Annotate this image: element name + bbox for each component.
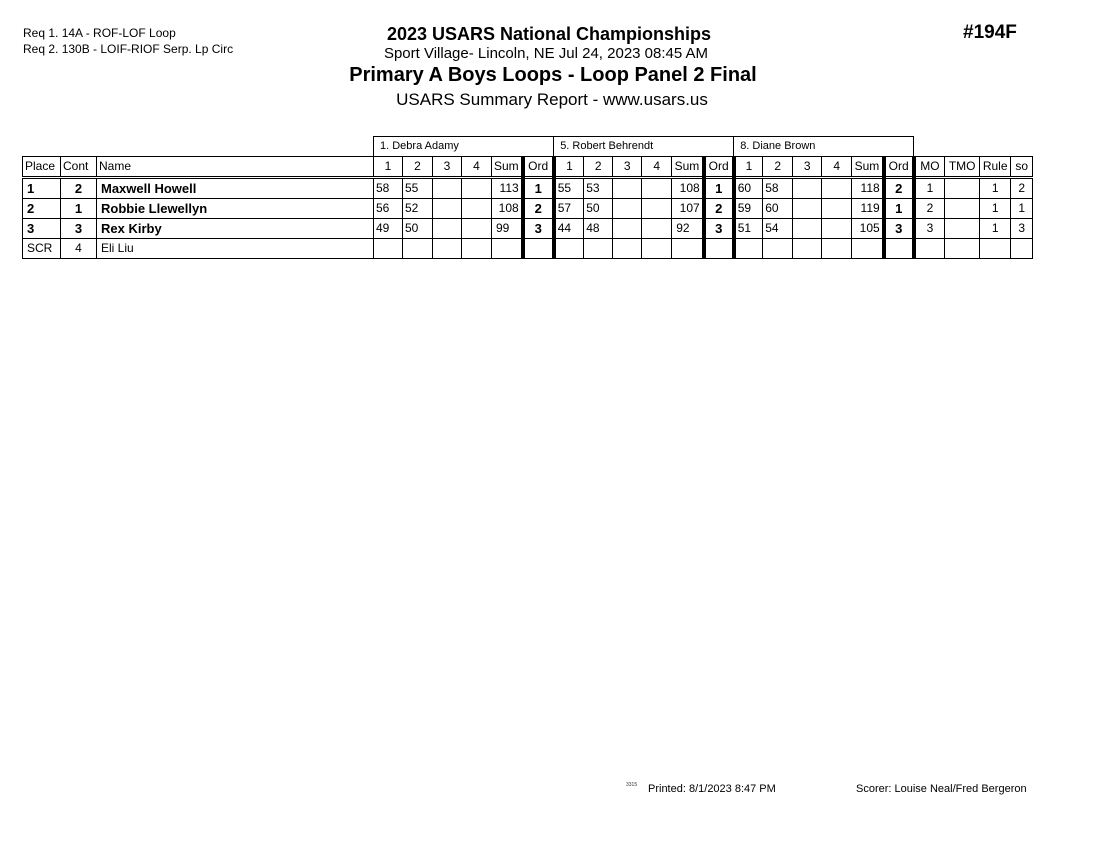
col-j3-1: 1 bbox=[734, 157, 763, 178]
print-code: 3315 bbox=[626, 782, 638, 788]
sum: 107 bbox=[672, 199, 704, 219]
score bbox=[462, 178, 492, 199]
score: 54 bbox=[763, 219, 793, 239]
mo: 3 bbox=[914, 219, 945, 239]
judge-header-row bbox=[23, 137, 1033, 157]
score: 44 bbox=[554, 219, 584, 239]
table-row bbox=[23, 219, 1033, 239]
ordinal: 3 bbox=[704, 219, 734, 239]
score: 50 bbox=[584, 199, 613, 219]
ordinal: 1 bbox=[704, 178, 734, 199]
skater-name: Eli Liu bbox=[97, 239, 374, 259]
score bbox=[734, 239, 763, 259]
judge-2-name: 5. Robert Behrendt bbox=[554, 137, 734, 157]
scorer-names: Scorer: Louise Neal/Fred Bergeron bbox=[856, 783, 1027, 795]
col-j1-4: 4 bbox=[462, 157, 492, 178]
sum bbox=[672, 239, 704, 259]
col-j2-3: 3 bbox=[613, 157, 642, 178]
score bbox=[374, 239, 403, 259]
score: 60 bbox=[734, 178, 763, 199]
report-title: USARS Summary Report - www.usars.us bbox=[396, 90, 708, 109]
score: 55 bbox=[554, 178, 584, 199]
score bbox=[462, 239, 492, 259]
col-tmo: TMO bbox=[945, 157, 980, 178]
tmo bbox=[945, 199, 980, 219]
sum: 118 bbox=[852, 178, 884, 199]
score bbox=[462, 219, 492, 239]
event-number: #194F bbox=[963, 22, 1017, 43]
score bbox=[793, 178, 822, 199]
col-j1-3: 3 bbox=[433, 157, 462, 178]
rule: 1 bbox=[980, 219, 1011, 239]
score bbox=[642, 199, 672, 219]
sum bbox=[492, 239, 523, 259]
score bbox=[433, 239, 462, 259]
rule: 1 bbox=[980, 178, 1011, 199]
ordinal: 2 bbox=[704, 199, 734, 219]
col-j3-ord: Ord bbox=[884, 157, 914, 178]
spacer bbox=[914, 137, 1033, 157]
cont: 1 bbox=[61, 199, 97, 219]
score: 60 bbox=[763, 199, 793, 219]
so: 2 bbox=[1011, 178, 1033, 199]
so: 3 bbox=[1011, 219, 1033, 239]
score: 51 bbox=[734, 219, 763, 239]
score bbox=[433, 178, 462, 199]
score: 53 bbox=[584, 178, 613, 199]
score: 58 bbox=[374, 178, 403, 199]
spacer bbox=[23, 137, 374, 157]
score bbox=[613, 239, 642, 259]
score bbox=[822, 239, 852, 259]
score bbox=[613, 199, 642, 219]
col-mo: MO bbox=[914, 157, 945, 178]
score bbox=[763, 239, 793, 259]
requirement-2: Req 2. 130B - LOIF-RIOF Serp. Lp Circ bbox=[23, 42, 234, 56]
table-row bbox=[23, 178, 1033, 199]
tmo bbox=[945, 219, 980, 239]
score bbox=[822, 199, 852, 219]
score bbox=[793, 219, 822, 239]
ordinal: 2 bbox=[884, 178, 914, 199]
skater-name: Rex Kirby bbox=[97, 219, 374, 239]
score bbox=[613, 219, 642, 239]
score bbox=[433, 219, 462, 239]
place: SCR bbox=[23, 239, 61, 259]
table-row bbox=[23, 239, 1033, 259]
cont: 2 bbox=[61, 178, 97, 199]
score: 55 bbox=[403, 178, 433, 199]
score bbox=[642, 219, 672, 239]
ordinal bbox=[704, 239, 734, 259]
score: 57 bbox=[554, 199, 584, 219]
score bbox=[642, 178, 672, 199]
col-j3-3: 3 bbox=[793, 157, 822, 178]
col-j1-ord: Ord bbox=[523, 157, 554, 178]
ordinal bbox=[884, 239, 914, 259]
mo bbox=[914, 239, 945, 259]
ordinal bbox=[523, 239, 554, 259]
sum: 92 bbox=[672, 219, 704, 239]
score bbox=[584, 239, 613, 259]
place: 1 bbox=[23, 178, 61, 199]
sum: 108 bbox=[492, 199, 523, 219]
column-header-row bbox=[23, 157, 1033, 178]
mo: 1 bbox=[914, 178, 945, 199]
col-j3-sum: Sum bbox=[852, 157, 884, 178]
col-j1-sum: Sum bbox=[492, 157, 523, 178]
score bbox=[642, 239, 672, 259]
mo: 2 bbox=[914, 199, 945, 219]
results-table bbox=[22, 136, 1033, 259]
ordinal: 3 bbox=[884, 219, 914, 239]
col-j2-ord: Ord bbox=[704, 157, 734, 178]
score bbox=[793, 199, 822, 219]
sum: 113 bbox=[492, 178, 523, 199]
score bbox=[554, 239, 584, 259]
table-row bbox=[23, 199, 1033, 219]
col-j1-2: 2 bbox=[403, 157, 433, 178]
cont: 3 bbox=[61, 219, 97, 239]
ordinal: 3 bbox=[523, 219, 554, 239]
sum: 99 bbox=[492, 219, 523, 239]
sum: 119 bbox=[852, 199, 884, 219]
event-title: 2023 USARS National Championships bbox=[386, 24, 712, 44]
rule bbox=[980, 239, 1011, 259]
col-j2-1: 1 bbox=[554, 157, 584, 178]
score: 50 bbox=[403, 219, 433, 239]
score bbox=[793, 239, 822, 259]
so bbox=[1011, 239, 1033, 259]
cont: 4 bbox=[61, 239, 97, 259]
col-j3-4: 4 bbox=[822, 157, 852, 178]
tmo bbox=[945, 178, 980, 199]
place: 2 bbox=[23, 199, 61, 219]
score bbox=[613, 178, 642, 199]
score bbox=[403, 239, 433, 259]
so: 1 bbox=[1011, 199, 1033, 219]
score: 56 bbox=[374, 199, 403, 219]
skater-name: Maxwell Howell bbox=[97, 178, 374, 199]
score: 48 bbox=[584, 219, 613, 239]
score: 59 bbox=[734, 199, 763, 219]
skater-name: Robbie Llewellyn bbox=[97, 199, 374, 219]
col-so: so bbox=[1011, 157, 1033, 178]
judge-3-name: 8. Diane Brown bbox=[734, 137, 914, 157]
score bbox=[822, 178, 852, 199]
ordinal: 1 bbox=[523, 178, 554, 199]
col-place: Place bbox=[23, 157, 61, 178]
sum: 105 bbox=[852, 219, 884, 239]
col-rule: Rule bbox=[980, 157, 1011, 178]
judge-1-name: 1. Debra Adamy bbox=[374, 137, 554, 157]
col-j2-2: 2 bbox=[584, 157, 613, 178]
sum: 108 bbox=[672, 178, 704, 199]
place: 3 bbox=[23, 219, 61, 239]
col-name: Name bbox=[97, 157, 374, 178]
col-j1-1: 1 bbox=[374, 157, 403, 178]
sum bbox=[852, 239, 884, 259]
requirement-1: Req 1. 14A - ROF-LOF Loop bbox=[23, 26, 176, 40]
col-j2-4: 4 bbox=[642, 157, 672, 178]
score: 52 bbox=[403, 199, 433, 219]
location-date: Sport Village- Lincoln, NE Jul 24, 2023 08:45 AM bbox=[383, 45, 709, 62]
ordinal: 1 bbox=[884, 199, 914, 219]
ordinal: 2 bbox=[523, 199, 554, 219]
score bbox=[433, 199, 462, 219]
event-name: Primary A Boys Loops - Loop Panel 2 Final bbox=[349, 64, 757, 86]
col-j3-2: 2 bbox=[763, 157, 793, 178]
col-j2-sum: Sum bbox=[672, 157, 704, 178]
score: 58 bbox=[763, 178, 793, 199]
col-cont: Cont bbox=[61, 157, 97, 178]
score bbox=[822, 219, 852, 239]
tmo bbox=[945, 239, 980, 259]
rule: 1 bbox=[980, 199, 1011, 219]
score bbox=[462, 199, 492, 219]
printed-timestamp: Printed: 8/1/2023 8:47 PM bbox=[648, 783, 776, 795]
score: 49 bbox=[374, 219, 403, 239]
